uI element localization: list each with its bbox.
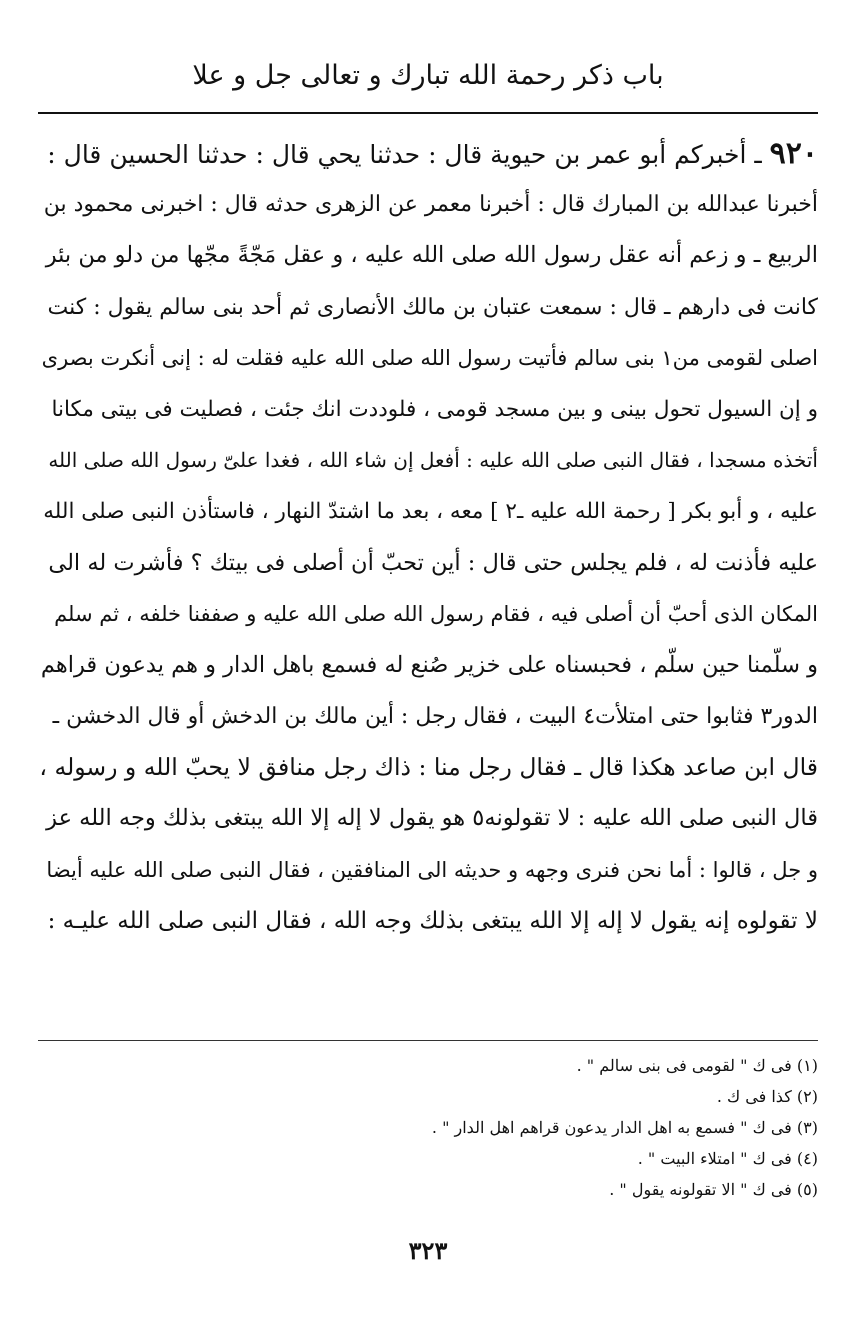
- book-page: [38, 0, 818, 1325]
- footnote-4: (٤) فى ك " امتلاء البيت " .: [637, 1149, 818, 1168]
- page-number: ٣٢٣: [408, 1236, 448, 1265]
- text-line: عليه ، و أبو بكر [ رحمة الله عليه ـ٢ ] معه ، بعد ما اشتدّ النهار ، فاستأذن النبى صلى الله: [43, 499, 818, 525]
- text-line: اصلى لقومى من١ بنى سالم فأتيت رسول الله صلى الله عليه فقلت له : إنى أنكرت بصرى: [41, 345, 818, 370]
- footnote-3: (٣) فى ك " فسمع به اهل الدار يدعون قراهم اهل الدار " .: [431, 1118, 818, 1137]
- text-line: المكان الذى أحبّ أن أصلى فيه ، فقام رسول الله صلى الله عليه و صففنا خلفه ، ثم سلم: [54, 601, 818, 626]
- footnote-1: (١) فى ك " لقومى فى بنى سالم " .: [576, 1056, 818, 1075]
- footnote-5: (٥) فى ك " الا تقولونه يقول " .: [609, 1180, 818, 1199]
- text-line: كانت فى دارهم ـ قال : سمعت عتبان بن مالك الأنصارى ثم أحد بنى سالم يقول : كنت: [47, 294, 818, 320]
- text-line: عليه فأذنت له ، فلم يجلس حتى قال : أين تحبّ أن أصلى فى بيتك ؟ فأشرت له الى: [48, 549, 818, 576]
- text-line: لا تقولوه إنه يقول لا إله إلا الله يبتغى بذلك وجه الله ، فقال النبى صلى الله عليـه :: [47, 907, 818, 934]
- text-line-1-rest: ـ أخبركم أبو عمر بن حيوية قال : حدثنا يحي قال : حدثنا الحسين قال :: [47, 140, 770, 169]
- footnote-2: (٢) كذا فى ك .: [716, 1087, 818, 1106]
- footnotes: [38, 1050, 818, 1205]
- text-line: و سلّمنا حين سلّم ، فحبسناه على خزير صُنع له فسمع باهل الدار و هم يدعون قراهم: [40, 651, 818, 678]
- text-line: أتخذه مسجدا ، فقال النبى صلى الله عليه : أفعل إن شاء الله ، فغدا علىّ رسول الله صلى الله: [48, 448, 818, 473]
- hadith-number: ٩٢٠: [769, 136, 818, 171]
- text-line-1: [38, 128, 818, 179]
- text-line: الربيع ـ و زعم أنه عقل رسول الله صلى الله عليه ، و عقل مَجّةً مجّها من دلو من بئر: [45, 242, 818, 269]
- text-line: و إن السيول تحول بينى و بين مسجد قومى ، فلوددت انك جئت ، فصليت فى بيتى مكانا: [51, 396, 818, 422]
- text-line: الدور٣ فثابوا حتى امتلأت٤ البيت ، فقال رجل : أين مالك بن الدخش أو قال الدخشن ـ: [52, 704, 818, 730]
- text-line: قال النبى صلى الله عليه : لا تقولونه٥ هو يقول لا إله إلا الله يبتغى بذلك وجه الله عز: [46, 805, 818, 832]
- footnote-rule: [38, 1040, 818, 1041]
- text-line: قال ابن صاعد هكذا قال ـ فقال رجل منا : ذاك رجل منافق لا يحبّ الله و رسوله ،: [39, 753, 818, 782]
- header-rule: [38, 112, 818, 114]
- running-head-title: باب ذكر رحمة الله تبارك و تعالى جل و علا: [192, 60, 664, 91]
- text-line: أخبرنا عبدالله بن المبارك قال : أخبرنا معمر عن الزهرى حدثه قال : اخبرنى محمود بن: [43, 192, 818, 218]
- text-line: و جل ، قالوا : أما نحن فنرى وجهه و حديثه الى المنافقين ، فقال النبى صلى الله عليه أيضا: [46, 857, 818, 882]
- main-text: [38, 128, 818, 947]
